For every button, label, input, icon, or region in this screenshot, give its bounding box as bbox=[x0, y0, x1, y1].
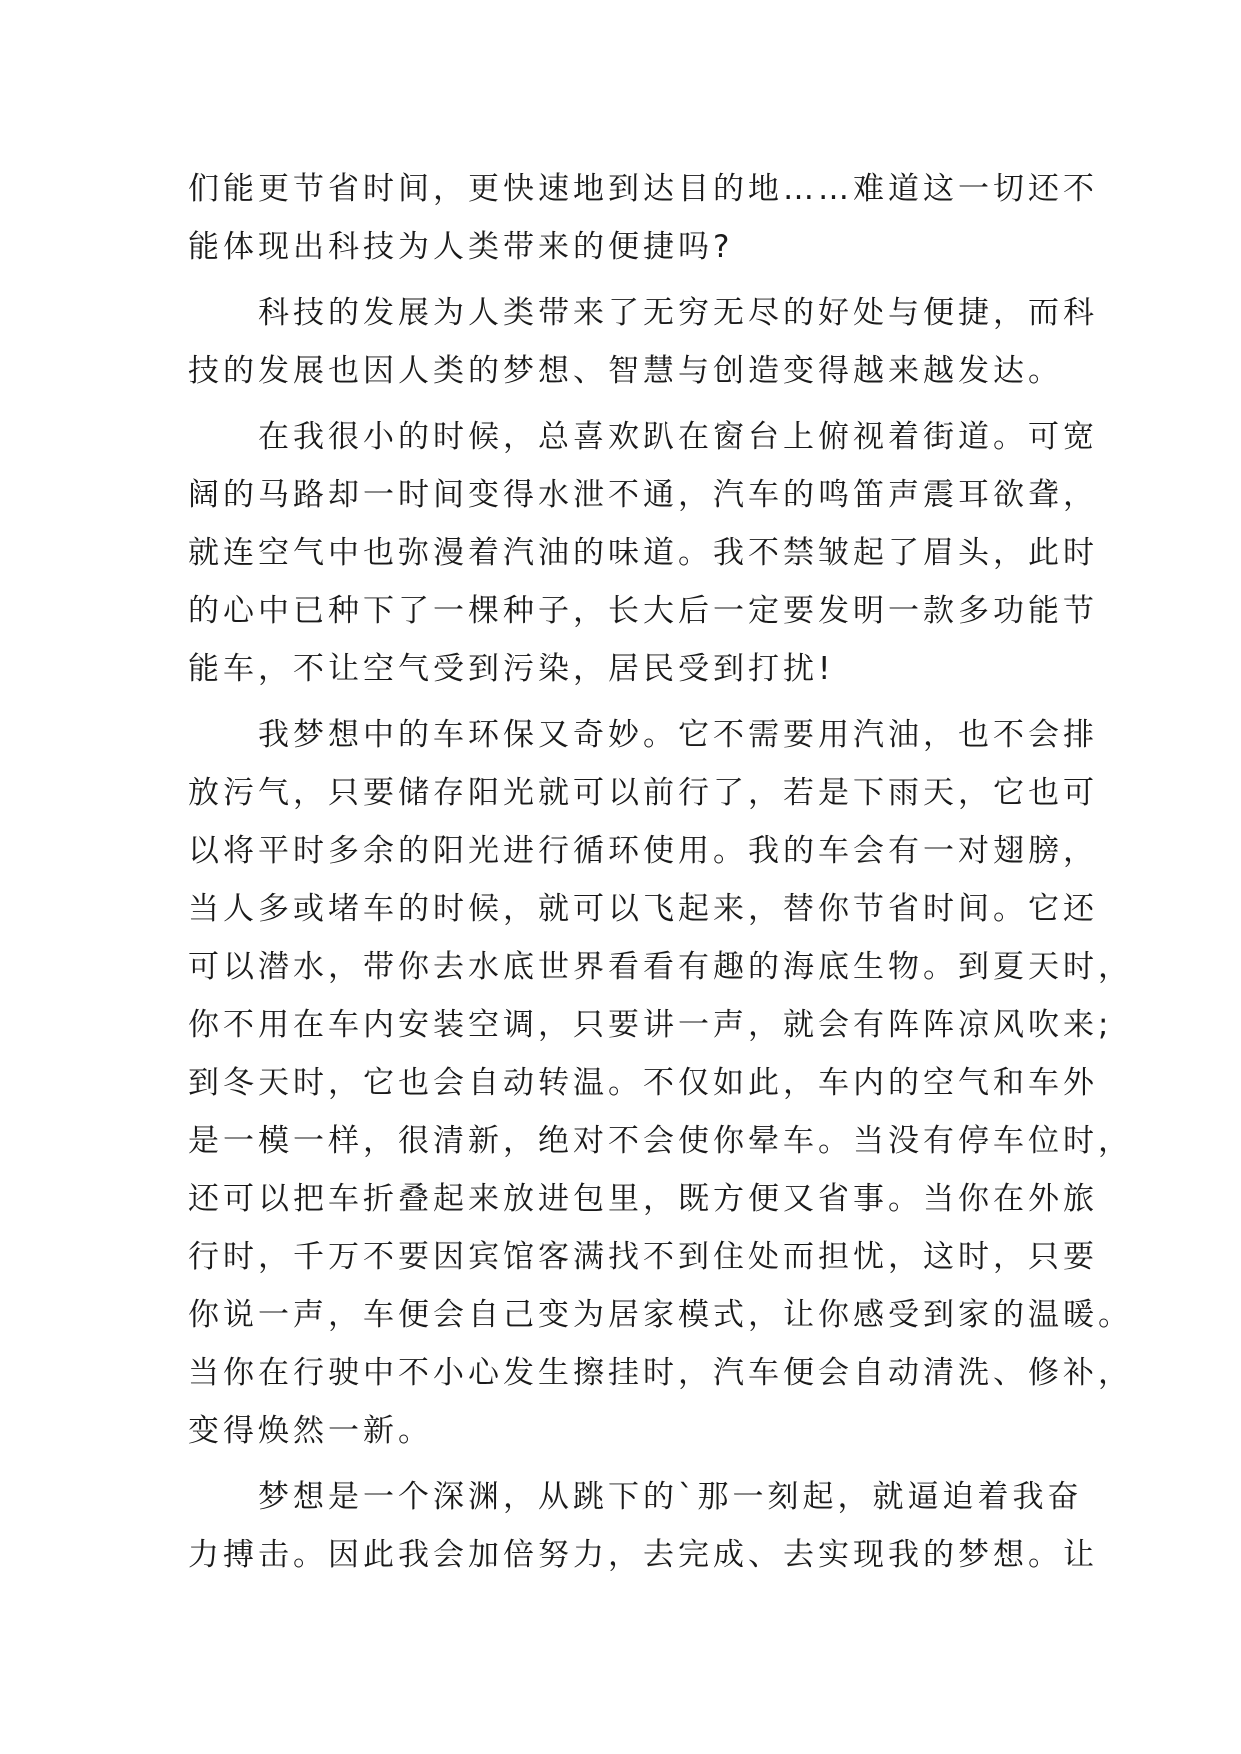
text-line: 当人多或堵车的时候，就可以飞起来，替你节省时间。它还 bbox=[188, 891, 1098, 927]
paragraph-4 bbox=[188, 706, 1133, 1460]
paragraph-3 bbox=[188, 408, 1098, 698]
text-line: 能体现出科技为人类带来的便捷吗? bbox=[188, 229, 734, 265]
text-line: 你说一声，车便会自己变为居家模式，让你感受到家的温暖。 bbox=[188, 1297, 1133, 1333]
paragraph-1 bbox=[188, 160, 1098, 276]
text-line: 科技的发展为人类带来了无穷无尽的好处与便捷，而科 bbox=[258, 295, 1098, 331]
text-line: 能车，不让空气受到污染，居民受到打扰! bbox=[188, 651, 835, 687]
text-line: 当你在行驶中不小心发生擦挂时，汽车便会自动清洗、修补， bbox=[188, 1355, 1133, 1391]
text-line: 我梦想中的车环保又奇妙。它不需要用汽油，也不会排 bbox=[258, 717, 1098, 753]
text-line: 还可以把车折叠起来放进包里，既方便又省事。当你在外旅 bbox=[188, 1181, 1098, 1217]
text-line: 到冬天时，它也会自动转温。不仅如此，车内的空气和车外 bbox=[188, 1065, 1098, 1101]
text-line: 的心中已种下了一棵种子，长大后一定要发明一款多功能节 bbox=[188, 593, 1098, 629]
text-line: 你不用在车内安装空调，只要讲一声，就会有阵阵凉风吹来; bbox=[188, 1007, 1113, 1043]
text-line: 是一模一样，很清新，绝对不会使你晕车。当没有停车位时， bbox=[188, 1123, 1133, 1159]
text-line: 阔的马路却一时间变得水泄不通，汽车的鸣笛声震耳欲聋， bbox=[188, 477, 1098, 513]
text-line: 行时，千万不要因宾馆客满找不到住处而担忧，这时，只要 bbox=[188, 1239, 1098, 1275]
text-line: 可以潜水，带你去水底世界看看有趣的海底生物。到夏天时， bbox=[188, 949, 1133, 985]
document-body bbox=[188, 160, 1133, 1584]
text-line: 力搏击。因此我会加倍努力，去完成、去实现我的梦想。让 bbox=[188, 1537, 1098, 1573]
text-line: 放污气，只要储存阳光就可以前行了，若是下雨天，它也可 bbox=[188, 775, 1098, 811]
text-line: 变得焕然一新。 bbox=[188, 1413, 433, 1449]
text-line: 在我很小的时候，总喜欢趴在窗台上俯视着街道。可宽 bbox=[258, 419, 1098, 455]
text-line: 技的发展也因人类的梦想、智慧与创造变得越来越发达。 bbox=[188, 353, 1063, 389]
paragraph-5 bbox=[188, 1468, 1098, 1584]
text-line: 梦想是一个深渊，从跳下的`那一刻起，就逼迫着我奋 bbox=[258, 1479, 1083, 1515]
text-line: 以将平时多余的阳光进行循环使用。我的车会有一对翅膀， bbox=[188, 833, 1098, 869]
text-line: 们能更节省时间，更快速地到达目的地……难道这一切还不 bbox=[188, 171, 1098, 207]
text-line: 就连空气中也弥漫着汽油的味道。我不禁皱起了眉头，此时 bbox=[188, 535, 1098, 571]
paragraph-2 bbox=[188, 284, 1098, 400]
